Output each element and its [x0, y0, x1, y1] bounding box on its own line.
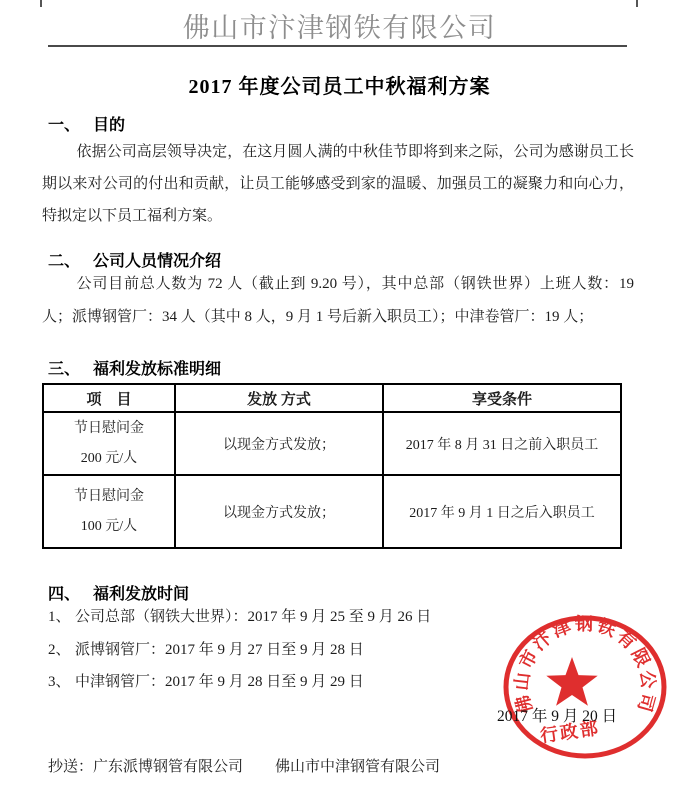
item-amount: 200 元/人	[80, 450, 138, 466]
table-cell-condition: 2017 年 8 月 31 日之前入职员工	[383, 412, 621, 475]
section-4-title: 福利发放时间	[93, 586, 190, 603]
table-cell-condition: 2017 年 9 月 1 日之后入职员工	[383, 475, 621, 548]
item-amount: 100 元/人	[80, 518, 138, 534]
item-name: 节日慰问金	[74, 488, 144, 504]
section-4-number: 四、	[48, 586, 81, 603]
section-1-number: 一、	[48, 117, 81, 134]
cc-company-2: 佛山市中津钢管有限公司	[275, 759, 441, 775]
section-3-number: 三、	[48, 361, 81, 378]
company-seal-stamp	[500, 614, 670, 761]
schedule-item-3-text: 中津钢管厂：2017 年 9 月 28 日至 9 月 29 日	[75, 674, 364, 690]
section-2-number: 二、	[48, 253, 81, 270]
table-cell-item	[43, 412, 175, 475]
cc-company-1: 广东派博钢管有限公司	[93, 759, 244, 775]
table-row	[43, 412, 621, 475]
letterhead-rule	[48, 45, 627, 47]
document-title: 2017 年度公司员工中秋福利方案	[188, 76, 491, 98]
issue-date: 2017 年 9 月 20 日	[497, 708, 618, 725]
section-4-heading	[48, 581, 189, 604]
section-1-paragraph: 依据公司高层领导决定，在这月圆人满的中秋佳节即将到来之际，公司为感谢员工长期以来对公司的付出和贡献，让员工能够感受到家的温暖、加强员工的凝聚力和向心力，特拟定以下员工福利方案。	[42, 144, 634, 224]
welfare-standards-table	[42, 383, 622, 549]
section-3-title: 福利发放标准明细	[93, 361, 222, 378]
table-header-condition: 享受条件	[383, 384, 621, 412]
table-header-row	[43, 384, 621, 412]
table-cell-item	[43, 475, 175, 548]
schedule-item-2	[48, 638, 364, 659]
section-2-title: 公司人员情况介绍	[93, 253, 222, 270]
schedule-item-1-text: 公司总部（钢铁大世界）：2017 年 9 月 25 至 9 月 26 日	[75, 609, 432, 625]
schedule-item-2-number: 2、	[48, 642, 71, 658]
section-2-paragraph: 公司目前总人数为 72 人（截止到 9.20 号），其中总部（钢铁世界）上班人数：19 人；派博钢管厂：34 人（其中 8 人，9 月 1 号后新入职员工）；中津卷管厂：19 人；	[42, 276, 634, 325]
cc-line	[48, 755, 440, 776]
seal-department-text: 行政部	[538, 717, 602, 747]
schedule-item-1-number: 1、	[48, 609, 71, 625]
cc-label: 抄送：	[48, 759, 94, 775]
table-header-item: 项 目	[43, 384, 175, 412]
star-icon	[546, 657, 597, 706]
item-name: 节日慰问金	[74, 420, 144, 436]
schedule-item-2-text: 派博钢管厂：2017 年 9 月 27 日至 9 月 28 日	[75, 642, 364, 658]
schedule-item-3	[48, 670, 364, 691]
schedule-item-3-number: 3、	[48, 674, 71, 690]
cc-gap	[243, 755, 275, 776]
letterhead-company-name: 佛山市汴津钢铁有限公司	[182, 13, 497, 43]
section-1-title: 目的	[93, 117, 126, 134]
seal-company-arc-text: 佛山市汴津钢铁有限公司	[511, 614, 659, 717]
table-header-method: 发放 方式	[175, 384, 383, 412]
table-cell-method: 以现金方式发放；	[175, 475, 383, 548]
table-cell-method: 以现金方式发放；	[175, 412, 383, 475]
section-3-heading	[48, 356, 221, 379]
section-1-heading	[48, 112, 125, 135]
schedule-item-1	[48, 605, 431, 626]
table-row	[43, 475, 621, 548]
